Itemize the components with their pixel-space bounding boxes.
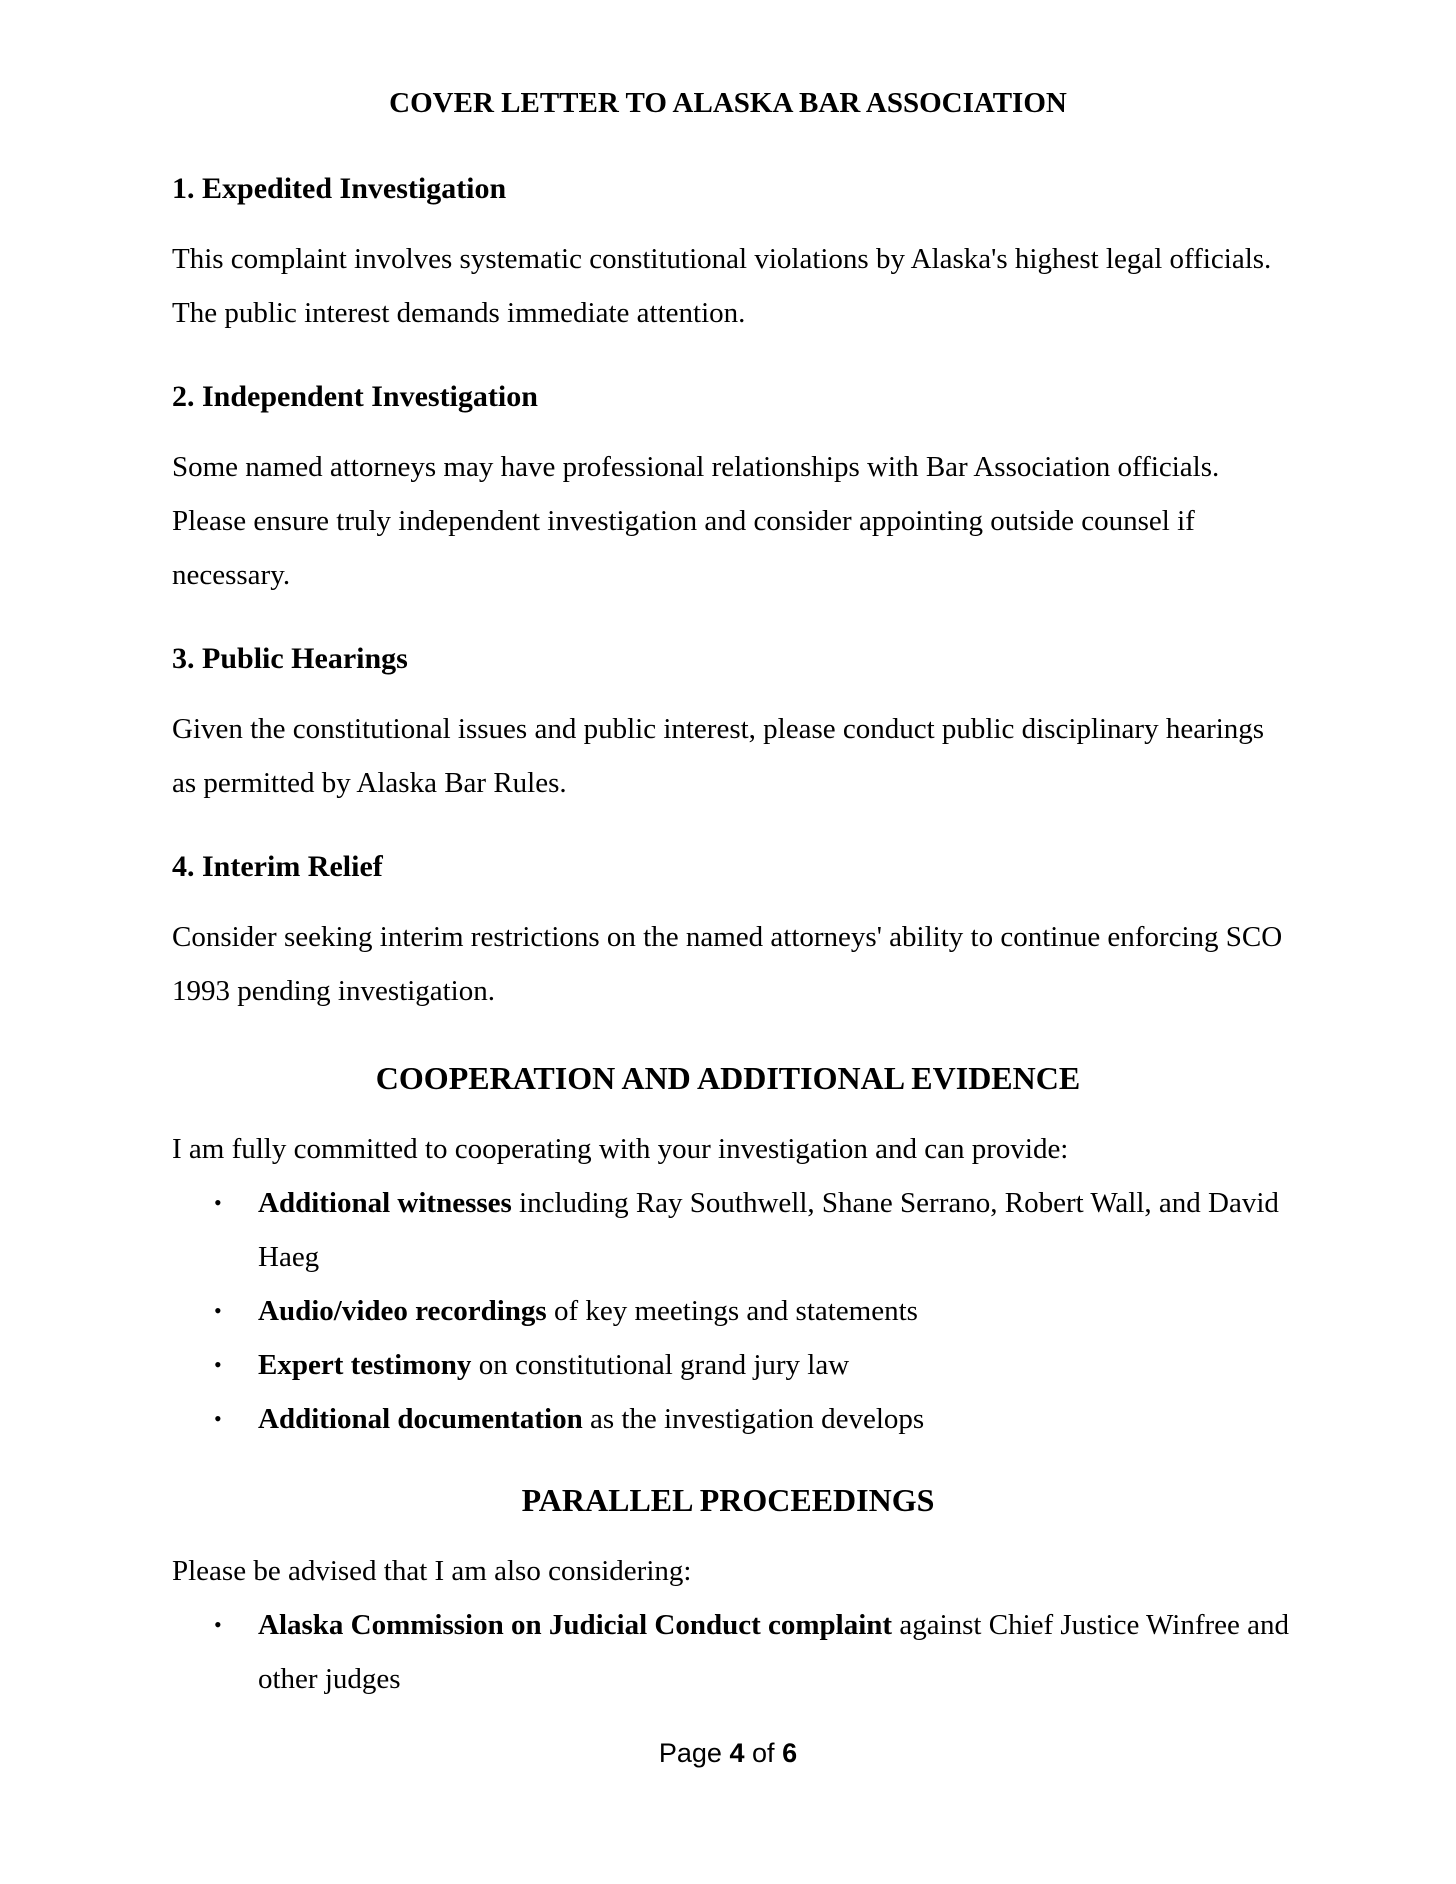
list-item-bold: Additional documentation — [258, 1403, 583, 1435]
list-item — [172, 1392, 1292, 1446]
parallel-proceedings-heading: PARALLEL PROCEEDINGS — [521, 1482, 935, 1518]
section-body-expedited: This complaint involves systematic constitutional violations by Alaska's highest legal officials. The public interest demands immediate attention. — [172, 243, 1272, 329]
section-heading-interim-relief: 4. Interim Relief — [172, 850, 383, 883]
list-item-text: against Chief Justice Winfree and other judges — [258, 1609, 1290, 1695]
list-item-bold: Audio/video recordings — [258, 1295, 547, 1327]
section-body-interim-relief: Consider seeking interim restrictions on the named attorneys' ability to continue enforcing SCO 1993 pending investigation. — [172, 921, 1283, 1007]
bullet-icon: • — [214, 1406, 222, 1431]
list-item — [172, 1284, 1292, 1338]
list-item-bold: Expert testimony — [258, 1349, 472, 1381]
page-word: Page — [658, 1738, 722, 1768]
section-body-public-hearings: Given the constitutional issues and public interest, please conduct public disciplinary hearings as permitted by Alaska Bar Rules. — [172, 713, 1265, 799]
parallel-proceedings-list — [172, 1598, 1292, 1706]
list-item-bold: Alaska Commission on Judicial Conduct complaint — [258, 1609, 893, 1641]
bullet-icon: • — [214, 1612, 222, 1637]
list-item — [172, 1176, 1292, 1284]
section-heading-public-hearings: 3. Public Hearings — [172, 642, 408, 675]
list-item — [172, 1338, 1292, 1392]
bullet-icon: • — [214, 1298, 222, 1323]
list-item-text: including Ray Southwell, Shane Serrano, Robert Wall, and David Haeg — [258, 1187, 1279, 1273]
total-pages-number: 6 — [782, 1738, 798, 1768]
current-page-number: 4 — [729, 1738, 745, 1768]
section-body-independent: Some named attorneys may have professional relationships with Bar Association officials. Please ensure truly independent investigation and consider appointing outside counsel if necessary. — [172, 451, 1220, 591]
cooperation-list — [172, 1176, 1292, 1446]
cooperation-intro: I am fully committed to cooperating with your investigation and can provide: — [172, 1133, 1069, 1165]
list-item-text: of key meetings and statements — [546, 1295, 918, 1327]
list-item-text: on constitutional grand jury law — [471, 1349, 850, 1381]
page-number-footer — [0, 1736, 1456, 1770]
cooperation-heading: COOPERATION AND ADDITIONAL EVIDENCE — [375, 1060, 1081, 1096]
bullet-icon: • — [214, 1352, 222, 1377]
list-item — [172, 1598, 1292, 1706]
list-item-bold: Additional witnesses — [258, 1187, 512, 1219]
of-word: of — [752, 1738, 775, 1768]
section-heading-expedited: 1. Expedited Investigation — [172, 172, 507, 205]
list-item-text: as the investigation develops — [582, 1403, 925, 1435]
section-heading-independent: 2. Independent Investigation — [172, 380, 538, 413]
bullet-icon: • — [214, 1190, 222, 1215]
parallel-proceedings-intro: Please be advised that I am also considering: — [172, 1555, 692, 1587]
document-title: COVER LETTER TO ALASKA BAR ASSOCIATION — [389, 87, 1067, 119]
